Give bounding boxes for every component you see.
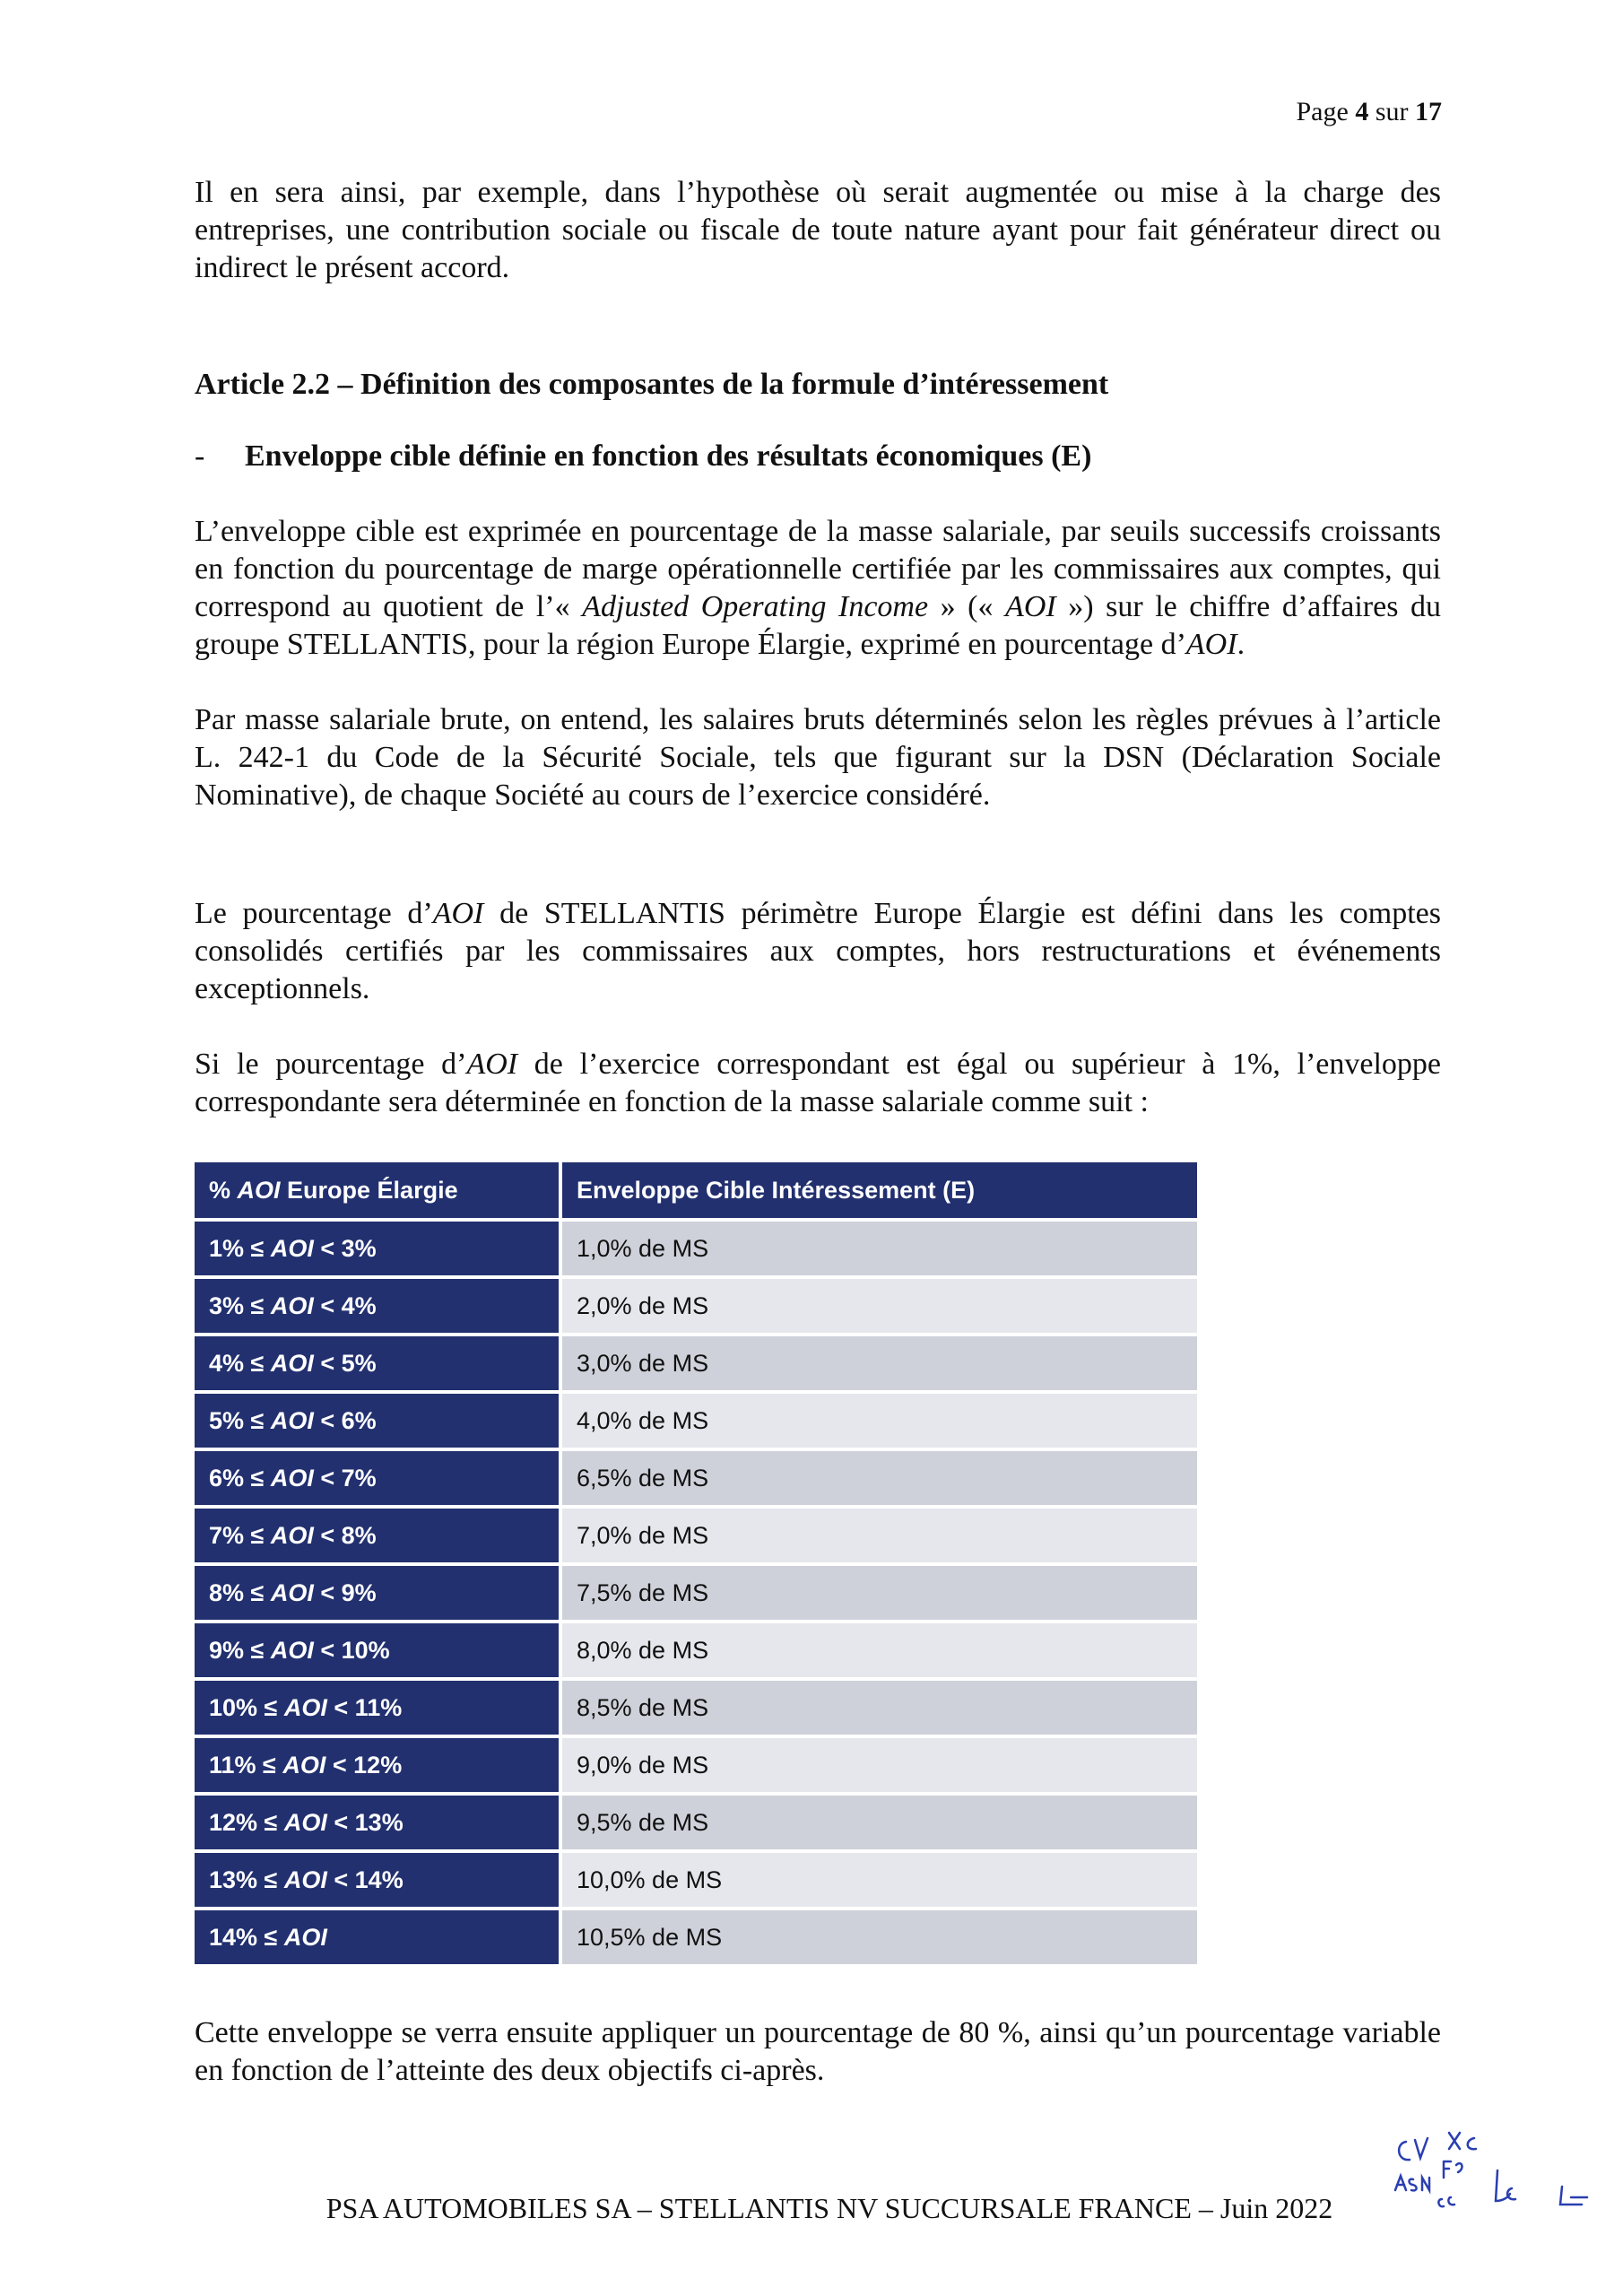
- bullet-text: Enveloppe cible définie en fonction des résultats économiques (E): [245, 439, 1092, 473]
- table-header-row: [195, 1162, 1197, 1218]
- table-row: [195, 1566, 1197, 1620]
- article-title: Article 2.2 – Définition des composantes de la formule d’intéressement: [195, 368, 1109, 401]
- page-footer: PSA AUTOMOBILES SA – STELLANTIS NV SUCCURSALE FRANCE – Juin 2022: [325, 2192, 1333, 2224]
- aoi-range-cell: 3% ≤ AOI < 4%: [195, 1279, 559, 1333]
- aoi-range-cell: 7% ≤ AOI < 8%: [195, 1509, 559, 1562]
- aoi-range-cell: 4% ≤ AOI < 5%: [195, 1336, 559, 1390]
- table-row: [195, 1796, 1197, 1849]
- header-enveloppe: Enveloppe Cible Intéressement (E): [562, 1162, 1197, 1218]
- paragraph-pourcentage: Le pourcentage d’AOI de STELLANTIS périmètre Europe Élargie est défini dans les comptes consolidés certifiés par les commissaires aux comptes, hors restructurations et événements exceptionnels.: [195, 897, 1441, 1005]
- paragraph-intro: Il en sera ainsi, par exemple, dans l’hypothèse où serait augmentée ou mise à la charge des entreprises, une contribution sociale ou fiscale de toute nature ayant pour fait générateur direct ou indirect le présent accord.: [195, 176, 1441, 284]
- aoi-range-cell: 11% ≤ AOI < 12%: [195, 1738, 559, 1792]
- enveloppe-value-cell: 2,0% de MS: [562, 1279, 1197, 1333]
- aoi-range-cell: 8% ≤ AOI < 9%: [195, 1566, 559, 1620]
- enveloppe-value-cell: 7,0% de MS: [562, 1509, 1197, 1562]
- paragraph-conclusion: Cette enveloppe se verra ensuite appliquer un pourcentage de 80 %, ainsi qu’un pourcentage variable en fonction de l’atteinte des deux objectifs ci-après.: [195, 2016, 1441, 2087]
- aoi-range-cell: 1% ≤ AOI < 3%: [195, 1222, 559, 1275]
- aoi-range-cell: 14% ≤ AOI: [195, 1910, 559, 1964]
- enveloppe-value-cell: 10,5% de MS: [562, 1910, 1197, 1964]
- enveloppe-value-cell: 8,0% de MS: [562, 1623, 1197, 1677]
- aoi-range-cell: 5% ≤ AOI < 6%: [195, 1394, 559, 1448]
- enveloppe-table: [191, 1159, 1201, 1968]
- table-row: [195, 1738, 1197, 1792]
- paragraph-condition: Si le pourcentage d’AOI de l’exercice correspondant est égal ou supérieur à 1%, l’enveloppe correspondante sera déterminée en fonction de la masse salariale comme suit :: [195, 1048, 1441, 1118]
- table-row: [195, 1394, 1197, 1448]
- enveloppe-value-cell: 1,0% de MS: [562, 1222, 1197, 1275]
- table-row: [195, 1279, 1197, 1333]
- table-row: [195, 1222, 1197, 1275]
- document-body: [195, 174, 1441, 2090]
- page-total: 17: [1415, 97, 1442, 126]
- aoi-range-cell: 10% ≤ AOI < 11%: [195, 1681, 559, 1735]
- enveloppe-value-cell: 6,5% de MS: [562, 1451, 1197, 1505]
- header-aoi: % AOI Europe Élargie: [195, 1162, 559, 1218]
- table-row: [195, 1451, 1197, 1505]
- paragraph-enveloppe: L’enveloppe cible est exprimée en pourcentage de la masse salariale, par seuils successifs croissants en fonction du pourcentage de marge opérationnelle certifiée par les commissaires aux comptes, qui correspond au quotient de l’« Adjusted Operating Income » (« AOI ») sur le chiffre d’affaires du groupe STELLANTIS, pour la région Europe Élargie, exprimé en pourcentage d’AOI.: [195, 515, 1441, 661]
- table-row: [195, 1623, 1197, 1677]
- page-current: 4: [1355, 97, 1369, 126]
- table-row: [195, 1910, 1197, 1964]
- aoi-range-cell: 6% ≤ AOI < 7%: [195, 1451, 559, 1505]
- enveloppe-value-cell: 4,0% de MS: [562, 1394, 1197, 1448]
- enveloppe-value-cell: 9,5% de MS: [562, 1796, 1197, 1849]
- aoi-range-cell: 9% ≤ AOI < 10%: [195, 1623, 559, 1677]
- aoi-range-cell: 12% ≤ AOI < 13%: [195, 1796, 559, 1849]
- enveloppe-value-cell: 10,0% de MS: [562, 1853, 1197, 1907]
- paragraph-masse-salariale: Par masse salariale brute, on entend, les salaires bruts déterminés selon les règles prévues à l’article L. 242-1 du Code de la Sécurité Sociale, tels que figurant sur la DSN (Déclaration Sociale Nominative), de chaque Société au cours de l’exercice considéré.: [195, 703, 1441, 812]
- table-row: [195, 1336, 1197, 1390]
- table-row: [195, 1853, 1197, 1907]
- bullet-dash: -: [195, 439, 205, 473]
- bullet-heading: [195, 438, 1441, 475]
- enveloppe-value-cell: 3,0% de MS: [562, 1336, 1197, 1390]
- aoi-range-cell: 13% ≤ AOI < 14%: [195, 1853, 559, 1907]
- enveloppe-value-cell: 9,0% de MS: [562, 1738, 1197, 1792]
- page-number: Page 4 sur 17: [1296, 97, 1442, 126]
- enveloppe-value-cell: 7,5% de MS: [562, 1566, 1197, 1620]
- handwritten-initials: [1386, 2126, 1601, 2224]
- table-row: [195, 1509, 1197, 1562]
- table-row: [195, 1681, 1197, 1735]
- enveloppe-value-cell: 8,5% de MS: [562, 1681, 1197, 1735]
